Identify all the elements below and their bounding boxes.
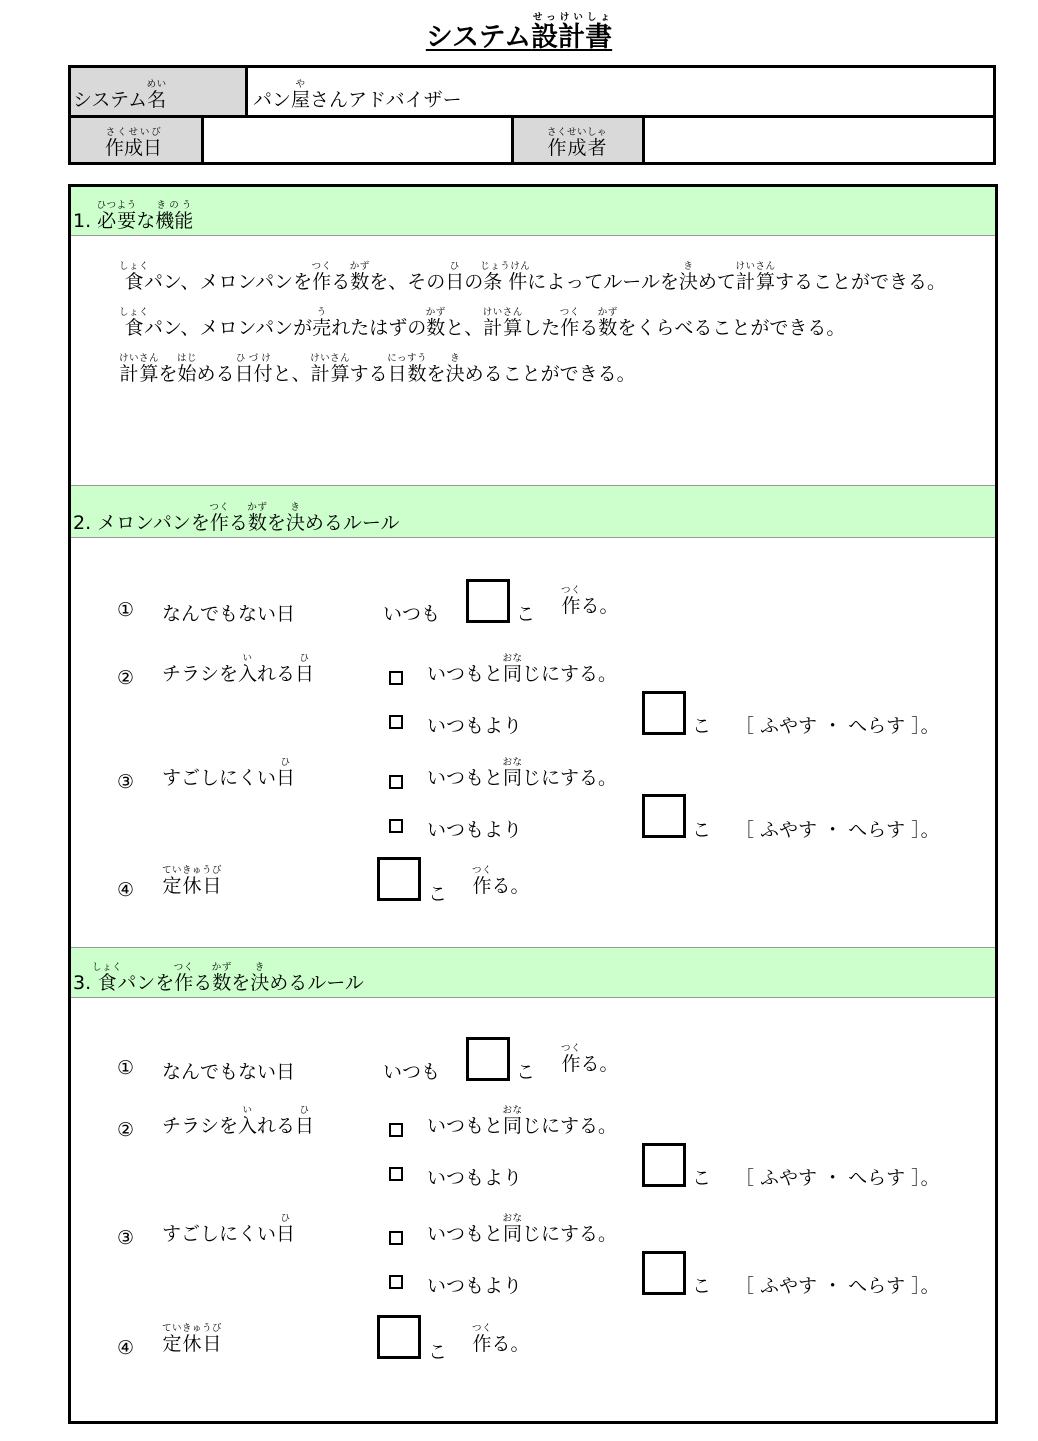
bread-normal-input-box[interactable] [466, 1037, 510, 1081]
than-usual-checkbox[interactable] [389, 1167, 403, 1181]
created-date-label-cell [71, 118, 201, 162]
rule-number: ④ [117, 1337, 135, 1359]
than-usual-label: いつもより [427, 715, 523, 737]
always-label: いつも [383, 603, 441, 625]
ko-label: こ [428, 1341, 448, 1363]
slow-day-label: すごしにくい日ひ [162, 1213, 296, 1245]
system-name-label-cell [71, 68, 245, 115]
than-usual-label: いつもより [427, 819, 523, 841]
section-3-title: 3. 食しょくパンを作つくる数かずを決きめるルール [73, 962, 364, 994]
increase-decrease-choice[interactable]: ［ ふやす ・ へらす ］。 [735, 1167, 940, 1189]
rule-number: ① [117, 1057, 135, 1079]
melon-normal-input-box[interactable] [466, 579, 510, 623]
same-checkbox[interactable] [389, 1123, 403, 1137]
ko-label: こ [692, 1275, 712, 1297]
rule-number: ④ [117, 879, 135, 901]
author-value[interactable] [645, 118, 990, 162]
section-1-header [71, 187, 995, 236]
bread-flyer-input-box[interactable] [642, 1143, 686, 1187]
normal-day-label: なんでもない日 [162, 1061, 296, 1083]
flyer-day-label: チラシを入いれる日ひ [162, 1105, 315, 1137]
ko-label: こ [428, 883, 448, 905]
melon-holiday-input-box[interactable] [377, 857, 421, 901]
section-1-title: 1. 必要ひつような機能きのう [73, 200, 194, 232]
header-row-system [71, 68, 993, 118]
holiday-label: 定休日ていきゅうび [162, 1323, 223, 1355]
make-label: 作つくる。 [561, 585, 619, 617]
than-usual-label: いつもより [427, 1167, 523, 1189]
title-ruby: 設計書せっけいしょ [531, 12, 613, 53]
ko-label: こ [692, 715, 712, 737]
requirement-3: 計算けいさんを始はじめる日付ひづけと、計算けいさんする日数にっすうを決きめることができる。 [119, 353, 636, 385]
flyer-day-label: チラシを入いれる日ひ [162, 653, 315, 685]
same-checkbox[interactable] [389, 775, 403, 789]
than-usual-checkbox[interactable] [389, 1275, 403, 1289]
ko-label: こ [516, 603, 536, 625]
make-label: 作つくる。 [472, 865, 530, 897]
normal-day-label: なんでもない日 [162, 603, 296, 625]
created-date-label: 作成日さくせいび [105, 127, 163, 159]
rule-number: ③ [117, 771, 135, 793]
author-label: 作成者さくせいしゃ [547, 127, 608, 159]
increase-decrease-choice[interactable]: ［ ふやす ・ へらす ］。 [735, 1275, 940, 1297]
same-label: いつもと同おなじにする。 [427, 653, 618, 685]
increase-decrease-choice[interactable]: ［ ふやす ・ へらす ］。 [735, 715, 940, 737]
design-body [68, 184, 998, 1424]
same-checkbox[interactable] [389, 671, 403, 685]
section-3-header [71, 948, 995, 998]
ko-label: こ [692, 1167, 712, 1189]
created-date-value[interactable] [204, 118, 511, 162]
author-label-cell [514, 118, 642, 162]
same-label: いつもと同おなじにする。 [427, 1213, 618, 1245]
section-2-header [71, 486, 995, 538]
system-name-label: システム名めい [73, 79, 167, 111]
ko-label: こ [516, 1061, 536, 1083]
header-table [68, 65, 996, 165]
increase-decrease-choice[interactable]: ［ ふやす ・ へらす ］。 [735, 819, 940, 841]
requirement-1: 食しょくパン、メロンパンを作つくる数かずを、その日ひの条件じょうけんによってルールを決きめて計算けいさんすることができる。 [119, 261, 946, 293]
ko-label: こ [692, 819, 712, 841]
rule-number: ② [117, 667, 135, 689]
than-usual-checkbox[interactable] [389, 819, 403, 833]
requirement-2: 食しょくパン、メロンパンが売うれたはずの数かずと、計算けいさんした作つくる数かずをくらべることができる。 [119, 307, 846, 339]
section-2-title: 2. メロンパンを作つくる数かずを決きめるルール [73, 502, 400, 534]
holiday-label: 定休日ていきゅうび [162, 865, 223, 897]
make-label: 作つくる。 [561, 1043, 619, 1075]
page-title [0, 12, 1038, 54]
rule-number: ① [117, 599, 135, 621]
title-prefix: システム [425, 22, 532, 53]
melon-flyer-input-box[interactable] [642, 691, 686, 735]
same-checkbox[interactable] [389, 1231, 403, 1245]
same-label: いつもと同おなじにする。 [427, 757, 618, 789]
melon-slow-input-box[interactable] [642, 794, 686, 838]
slow-day-label: すごしにくい日ひ [162, 757, 296, 789]
bread-holiday-input-box[interactable] [377, 1315, 421, 1359]
make-label: 作つくる。 [472, 1323, 530, 1355]
bread-slow-input-box[interactable] [642, 1251, 686, 1295]
than-usual-label: いつもより [427, 1275, 523, 1297]
rule-number: ③ [117, 1227, 135, 1249]
rule-number: ② [117, 1119, 135, 1141]
system-name-value: パン屋やさんアドバイザー [253, 79, 462, 111]
system-name-value-cell[interactable] [248, 68, 988, 115]
than-usual-checkbox[interactable] [389, 715, 403, 729]
same-label: いつもと同おなじにする。 [427, 1105, 618, 1137]
always-label: いつも [383, 1061, 441, 1083]
